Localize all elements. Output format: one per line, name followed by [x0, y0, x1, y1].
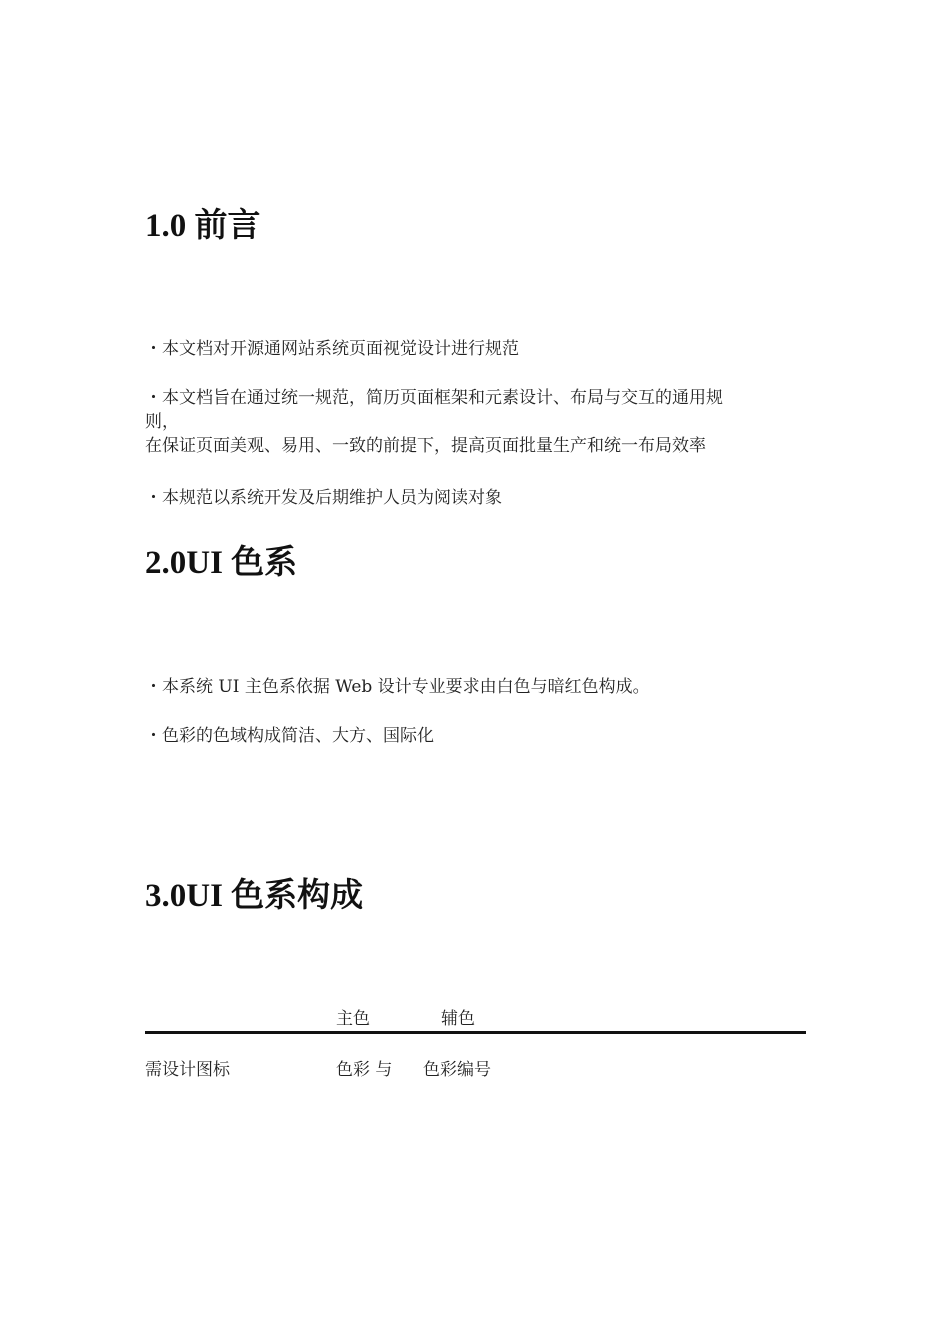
paragraph-scope: [145, 337, 805, 361]
table-header-secondary: 辅色: [441, 1009, 475, 1029]
paragraph-line: 则，: [145, 412, 179, 432]
paragraph-purpose: [145, 386, 805, 458]
paragraph-main-color: [145, 675, 805, 699]
paragraph-audience: [145, 486, 805, 510]
paragraph-color-gamut: [145, 724, 805, 748]
paragraph-line: ・本文档旨在通过统一规范，简历页面框架和元素设计、布局与交互的通用规: [145, 388, 723, 408]
paragraph-line: ・本系统 UI 主色系依据 Web 设计专业要求由白色与暗红色构成。: [145, 677, 650, 697]
paragraph-line: ・色彩的色域构成简洁、大方、国际化: [145, 726, 434, 746]
section-heading-color-composition: 3.0UI 色系构成: [145, 878, 364, 914]
paragraph-line: ・本文档对开源通网站系统页面视觉设计进行规范: [145, 339, 519, 359]
section-heading-preface: 1.0 前言: [145, 208, 261, 244]
table-cell-color-code: 色彩编号: [423, 1060, 491, 1080]
table-cell-color-and: 色彩 与: [336, 1060, 393, 1080]
table-cell-icons: 需设计图标: [145, 1060, 230, 1080]
table-header-primary: 主色: [336, 1009, 370, 1029]
paragraph-line: 在保证页面美观、易用、一致的前提下，提高页面批量生产和统一布局效率: [145, 436, 706, 456]
section-heading-ui-colors: 2.0UI 色系: [145, 545, 298, 581]
paragraph-line: ・本规范以系统开发及后期维护人员为阅读对象: [145, 488, 502, 508]
table-header-rule: [145, 1031, 806, 1034]
